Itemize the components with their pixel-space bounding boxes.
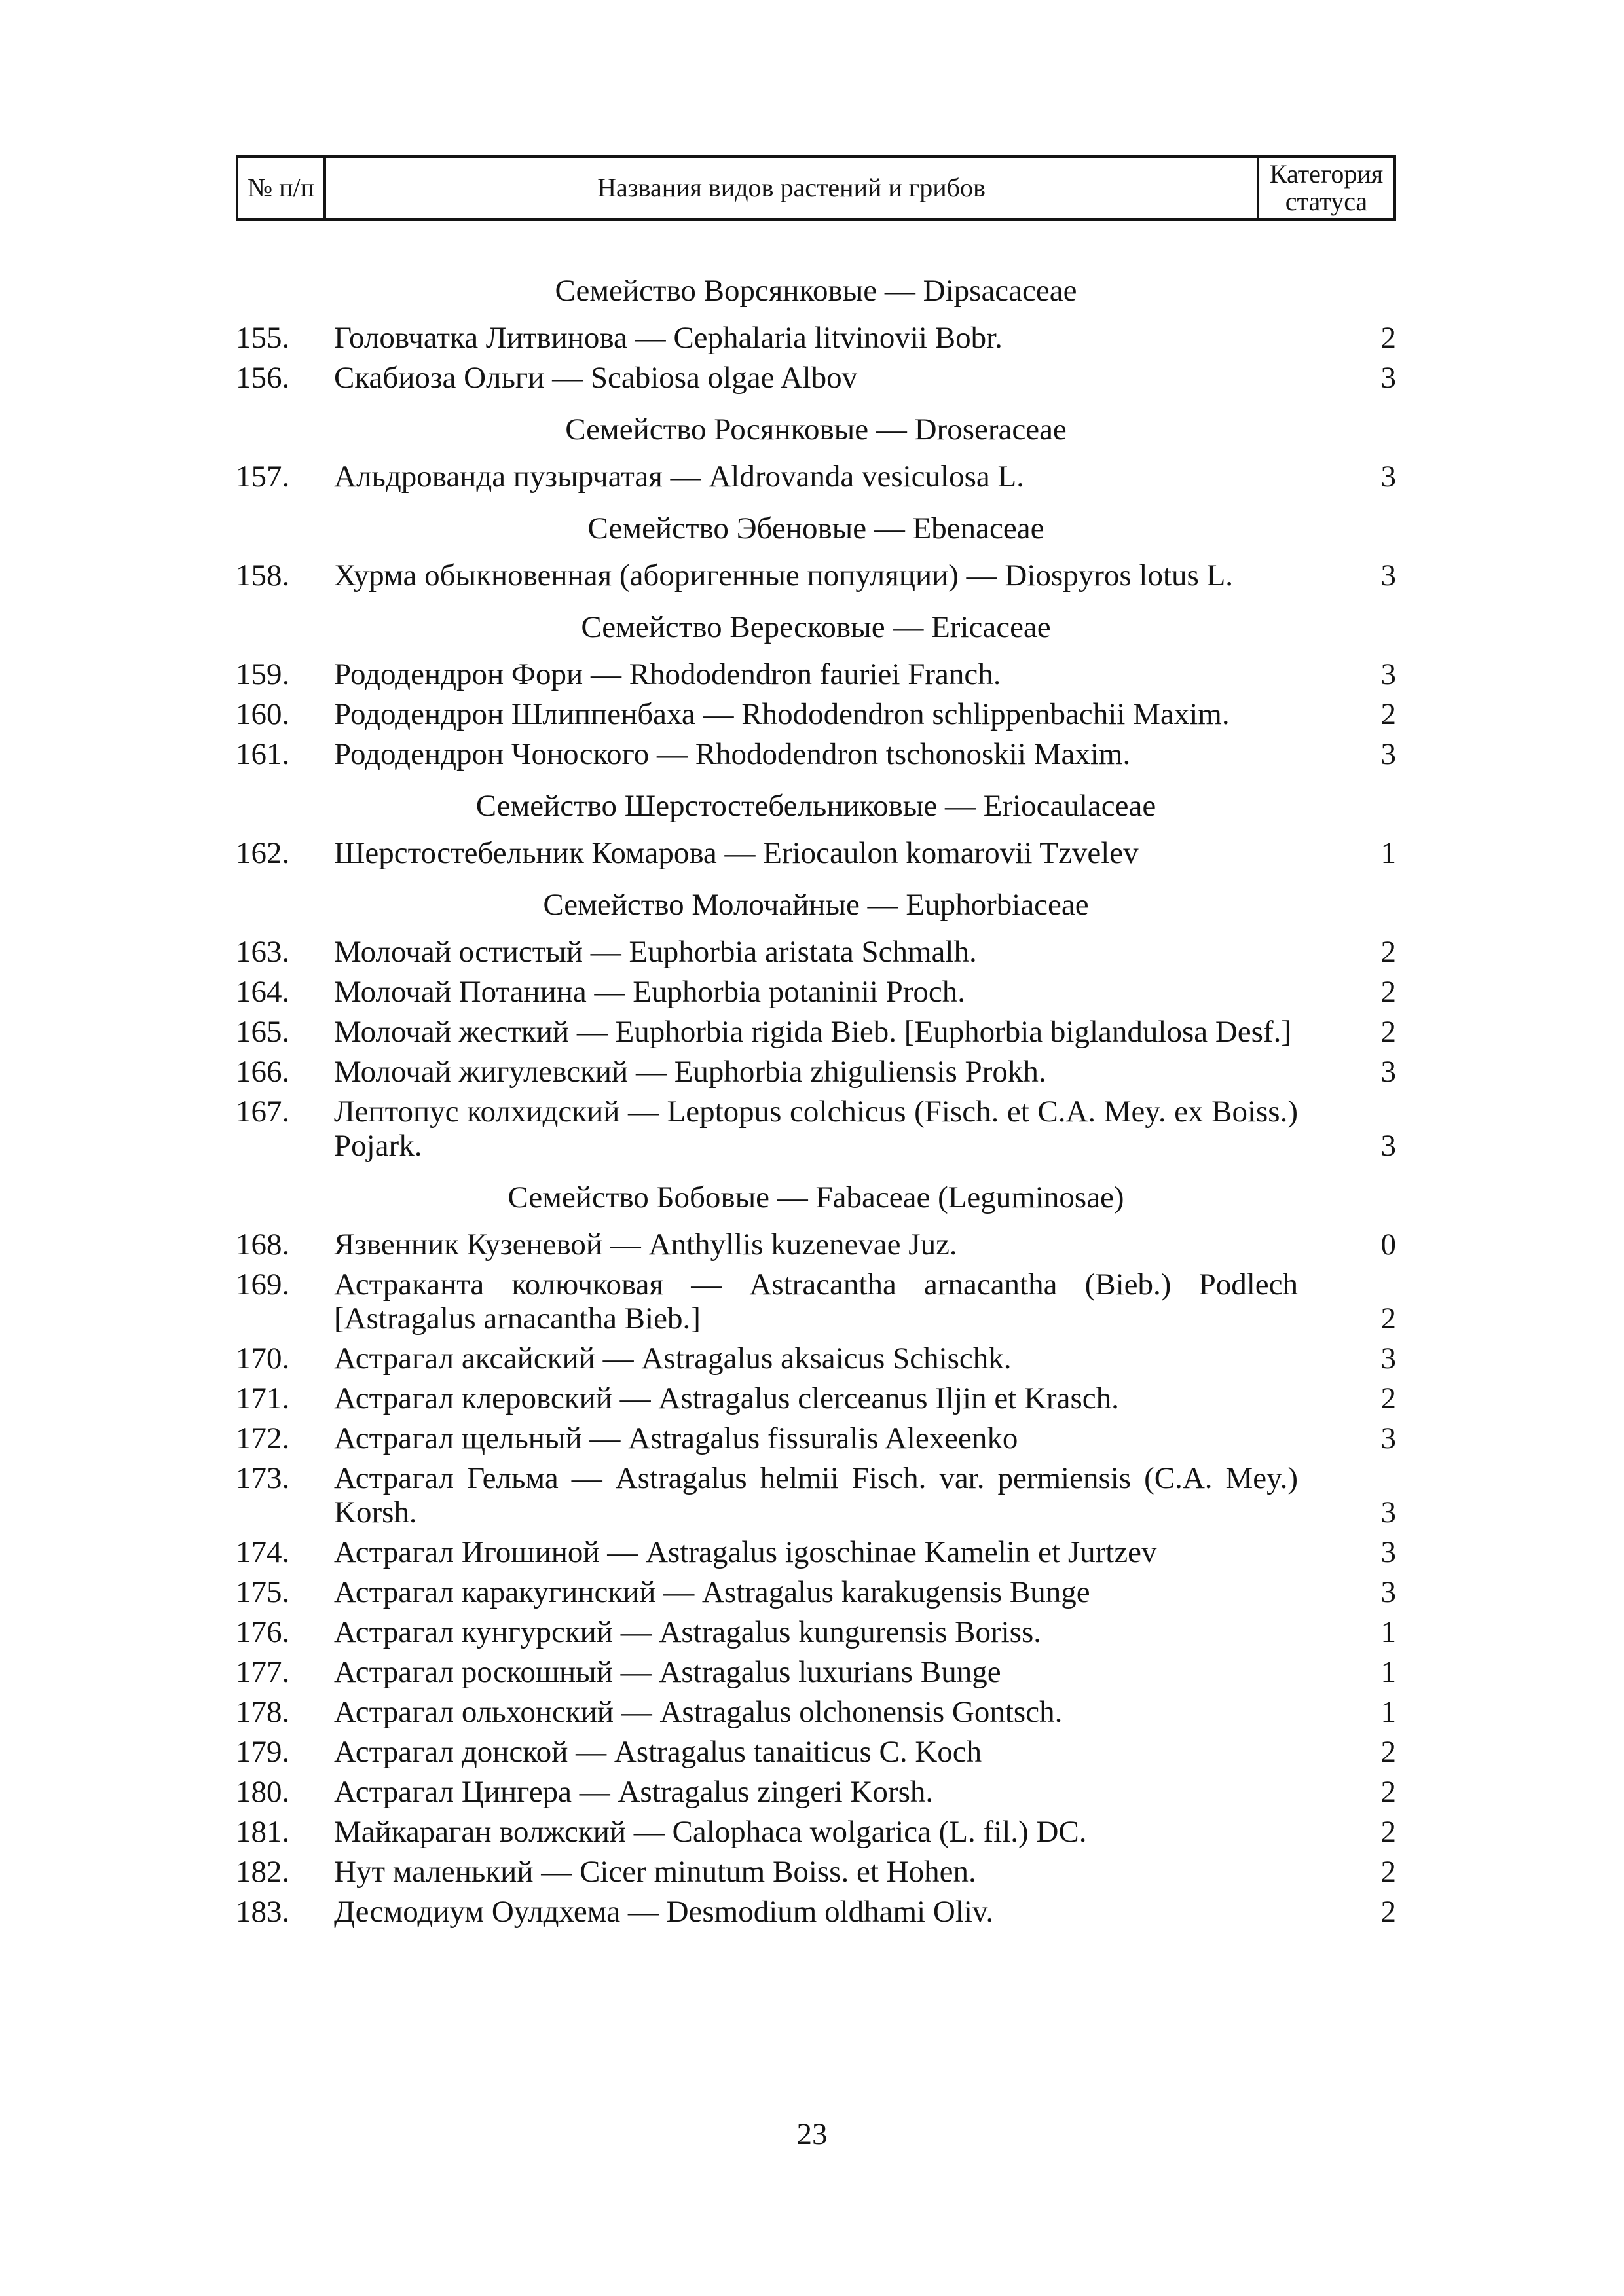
species-row bbox=[236, 1341, 1396, 1376]
species-name: Хурма обыкновенная (аборигенные популяции) — Diospyros lotus L. bbox=[334, 558, 1234, 592]
species-row bbox=[236, 1267, 1396, 1336]
species-number: 162. bbox=[236, 836, 290, 870]
status-category: 2 bbox=[1380, 1775, 1396, 1809]
status-category: 3 bbox=[1380, 1129, 1396, 1163]
status-category: 3 bbox=[1380, 558, 1396, 592]
species-row bbox=[236, 1461, 1396, 1529]
species-row bbox=[236, 1228, 1396, 1262]
species-name: Головчатка Литвинова — Cephalaria litvinovii Bobr. bbox=[334, 321, 1003, 355]
species-number: 155. bbox=[236, 321, 290, 355]
species-name: Астрагал Цингера — Astragalus zingeri Korsh. bbox=[334, 1775, 934, 1809]
status-category: 2 bbox=[1380, 1735, 1396, 1769]
species-row bbox=[236, 460, 1396, 494]
species-name: Астрагал каракугинский — Astragalus karakugensis Bunge bbox=[334, 1575, 1090, 1609]
status-category: 1 bbox=[1380, 1615, 1396, 1649]
species-name: Молочай остистый — Euphorbia aristata Schmalh. bbox=[334, 935, 977, 969]
species-number: 164. bbox=[236, 975, 290, 1009]
species-number: 161. bbox=[236, 737, 290, 771]
status-category: 3 bbox=[1380, 1495, 1396, 1529]
species-name: Молочай жигулевский — Euphorbia zhiguliensis Prokh. bbox=[334, 1055, 1046, 1089]
species-name: Скабиоза Ольги — Scabiosa olgae Albov bbox=[334, 361, 858, 395]
species-number: 169. bbox=[236, 1267, 290, 1302]
species-row bbox=[236, 558, 1396, 592]
status-category: 3 bbox=[1380, 1055, 1396, 1089]
species-row bbox=[236, 1655, 1396, 1689]
species-number: 167. bbox=[236, 1095, 290, 1129]
species-number: 176. bbox=[236, 1615, 290, 1649]
header-table bbox=[236, 155, 1396, 221]
species-number: 179. bbox=[236, 1735, 290, 1769]
species-row bbox=[236, 1615, 1396, 1649]
species-row bbox=[236, 1775, 1396, 1809]
species-number: 177. bbox=[236, 1655, 290, 1689]
status-category: 3 bbox=[1380, 1575, 1396, 1609]
status-category: 2 bbox=[1380, 1302, 1396, 1336]
status-category: 1 bbox=[1380, 1655, 1396, 1689]
species-row bbox=[236, 1095, 1396, 1163]
species-number: 180. bbox=[236, 1775, 290, 1809]
status-category: 3 bbox=[1380, 737, 1396, 771]
species-name: Астрагал донской — Astragalus tanaiticus C. Koch bbox=[334, 1735, 982, 1769]
family-heading: Семейство Эбеновые — Ebenaceae bbox=[587, 511, 1044, 545]
species-number: 181. bbox=[236, 1815, 290, 1849]
species-row bbox=[236, 935, 1396, 969]
species-row bbox=[236, 697, 1396, 731]
species-row bbox=[236, 836, 1396, 870]
species-number: 160. bbox=[236, 697, 290, 731]
species-row bbox=[236, 1695, 1396, 1729]
status-category: 2 bbox=[1380, 1855, 1396, 1889]
species-list bbox=[236, 262, 1396, 1935]
species-name: Лептопус колхидский — Leptopus colchicus (Fisch. et C.A. Mey. ex Boiss.) Pojark. bbox=[334, 1095, 1298, 1163]
species-number: 173. bbox=[236, 1461, 290, 1495]
family-heading: Семейство Ворсянковые — Dipsacaceae bbox=[555, 274, 1077, 308]
species-row bbox=[236, 1575, 1396, 1609]
species-number: 157. bbox=[236, 460, 290, 494]
species-number: 163. bbox=[236, 935, 290, 969]
header-number-column: № п/п bbox=[238, 158, 326, 218]
status-category: 3 bbox=[1380, 1421, 1396, 1455]
species-name: Астрагал Игошиной — Astragalus igoschinae Kamelin et Jurtzev bbox=[334, 1535, 1157, 1569]
species-row bbox=[236, 1421, 1396, 1455]
species-number: 175. bbox=[236, 1575, 290, 1609]
species-row bbox=[236, 361, 1396, 395]
species-row bbox=[236, 975, 1396, 1009]
species-number: 182. bbox=[236, 1855, 290, 1889]
family-heading: Семейство Вересковые — Ericaceae bbox=[581, 610, 1051, 644]
species-number: 170. bbox=[236, 1341, 290, 1376]
family-heading: Семейство Молочайные — Euphorbiaceae bbox=[543, 888, 1089, 922]
status-category: 1 bbox=[1380, 836, 1396, 870]
status-category: 3 bbox=[1380, 1535, 1396, 1569]
status-category: 2 bbox=[1380, 1015, 1396, 1049]
status-category: 3 bbox=[1380, 361, 1396, 395]
page-number: 23 bbox=[796, 2117, 828, 2151]
species-row bbox=[236, 1381, 1396, 1415]
species-name: Десмодиум Оулдхема — Desmodium oldhami Oliv. bbox=[334, 1895, 994, 1929]
species-name: Астрагал роскошный — Astragalus luxurians Bunge bbox=[334, 1655, 1001, 1689]
species-name: Шерстостебельник Комарова — Eriocaulon komarovii Tzvelev bbox=[334, 836, 1139, 870]
species-name: Язвенник Кузеневой — Anthyllis kuzenevae Juz. bbox=[334, 1228, 957, 1262]
species-row bbox=[236, 1815, 1396, 1849]
species-row bbox=[236, 321, 1396, 355]
species-number: 165. bbox=[236, 1015, 290, 1049]
species-name: Молочай жесткий — Euphorbia rigida Bieb. [Euphorbia biglandulosa Desf.] bbox=[334, 1015, 1292, 1049]
species-row bbox=[236, 657, 1396, 691]
species-name: Нут маленький — Cicer minutum Boiss. et Hohen. bbox=[334, 1855, 976, 1889]
status-category: 2 bbox=[1380, 1381, 1396, 1415]
status-category: 2 bbox=[1380, 321, 1396, 355]
species-number: 174. bbox=[236, 1535, 290, 1569]
species-number: 166. bbox=[236, 1055, 290, 1089]
species-name: Рододендрон Шлиппенбаха — Rhododendron schlippenbachii Maxim. bbox=[334, 697, 1230, 731]
status-category: 2 bbox=[1380, 975, 1396, 1009]
species-row bbox=[236, 1015, 1396, 1049]
family-heading: Семейство Росянковые — Droseraceae bbox=[565, 412, 1067, 446]
family-heading: Семейство Шерстостебельниковые — Eriocaulaceae bbox=[475, 789, 1156, 823]
header-category-column: Категория статуса bbox=[1257, 158, 1393, 218]
species-number: 178. bbox=[236, 1695, 290, 1729]
species-row bbox=[236, 1535, 1396, 1569]
species-name: Рододендрон Чоноского — Rhododendron tschonoskii Maxim. bbox=[334, 737, 1131, 771]
header-name-column: Названия видов растений и грибов bbox=[597, 173, 986, 202]
status-category: 3 bbox=[1380, 657, 1396, 691]
species-row bbox=[236, 1895, 1396, 1929]
species-name: Астрагал клеровский — Astragalus clerceanus Iljin et Krasch. bbox=[334, 1381, 1119, 1415]
species-name: Астрагал аксайский — Astragalus aksaicus Schischk. bbox=[334, 1341, 1012, 1376]
species-number: 156. bbox=[236, 361, 290, 395]
species-name: Астрагал Гельма — Astragalus helmii Fisch. var. permiensis (C.A. Mey.) Korsh. bbox=[334, 1461, 1298, 1529]
species-name: Молочай Потанина — Euphorbia potaninii Proch. bbox=[334, 975, 966, 1009]
family-heading: Семейство Бобовые — Fabaceae (Leguminosae) bbox=[507, 1180, 1124, 1214]
species-number: 171. bbox=[236, 1381, 290, 1415]
status-category: 2 bbox=[1380, 1815, 1396, 1849]
species-number: 168. bbox=[236, 1228, 290, 1262]
species-number: 159. bbox=[236, 657, 290, 691]
species-name: Астрагал ольхонский — Astragalus olchonensis Gontsch. bbox=[334, 1695, 1063, 1729]
status-category: 2 bbox=[1380, 697, 1396, 731]
species-name: Астрагал щельный — Astragalus fissuralis Alexeenko bbox=[334, 1421, 1018, 1455]
status-category: 0 bbox=[1380, 1228, 1396, 1262]
species-number: 158. bbox=[236, 558, 290, 592]
species-row bbox=[236, 737, 1396, 771]
species-name: Альдрованда пузырчатая — Aldrovanda vesiculosa L. bbox=[334, 460, 1024, 494]
status-category: 2 bbox=[1380, 1895, 1396, 1929]
species-row bbox=[236, 1855, 1396, 1889]
status-category: 2 bbox=[1380, 935, 1396, 969]
species-name: Рододендрон Фори — Rhododendron fauriei Franch. bbox=[334, 657, 1001, 691]
species-number: 183. bbox=[236, 1895, 290, 1929]
status-category: 1 bbox=[1380, 1695, 1396, 1729]
species-row bbox=[236, 1055, 1396, 1089]
species-number: 172. bbox=[236, 1421, 290, 1455]
status-category: 3 bbox=[1380, 1341, 1396, 1376]
species-name: Астраканта колючковая — Astracantha arnacantha (Bieb.) Podlech [Astragalus arnacantha Bieb.] bbox=[334, 1267, 1298, 1336]
species-name: Астрагал кунгурский — Astragalus kungurensis Boriss. bbox=[334, 1615, 1042, 1649]
species-row bbox=[236, 1735, 1396, 1769]
species-name: Майкараган волжский — Calophaca wolgarica (L. fil.) DC. bbox=[334, 1815, 1087, 1849]
status-category: 3 bbox=[1380, 460, 1396, 494]
